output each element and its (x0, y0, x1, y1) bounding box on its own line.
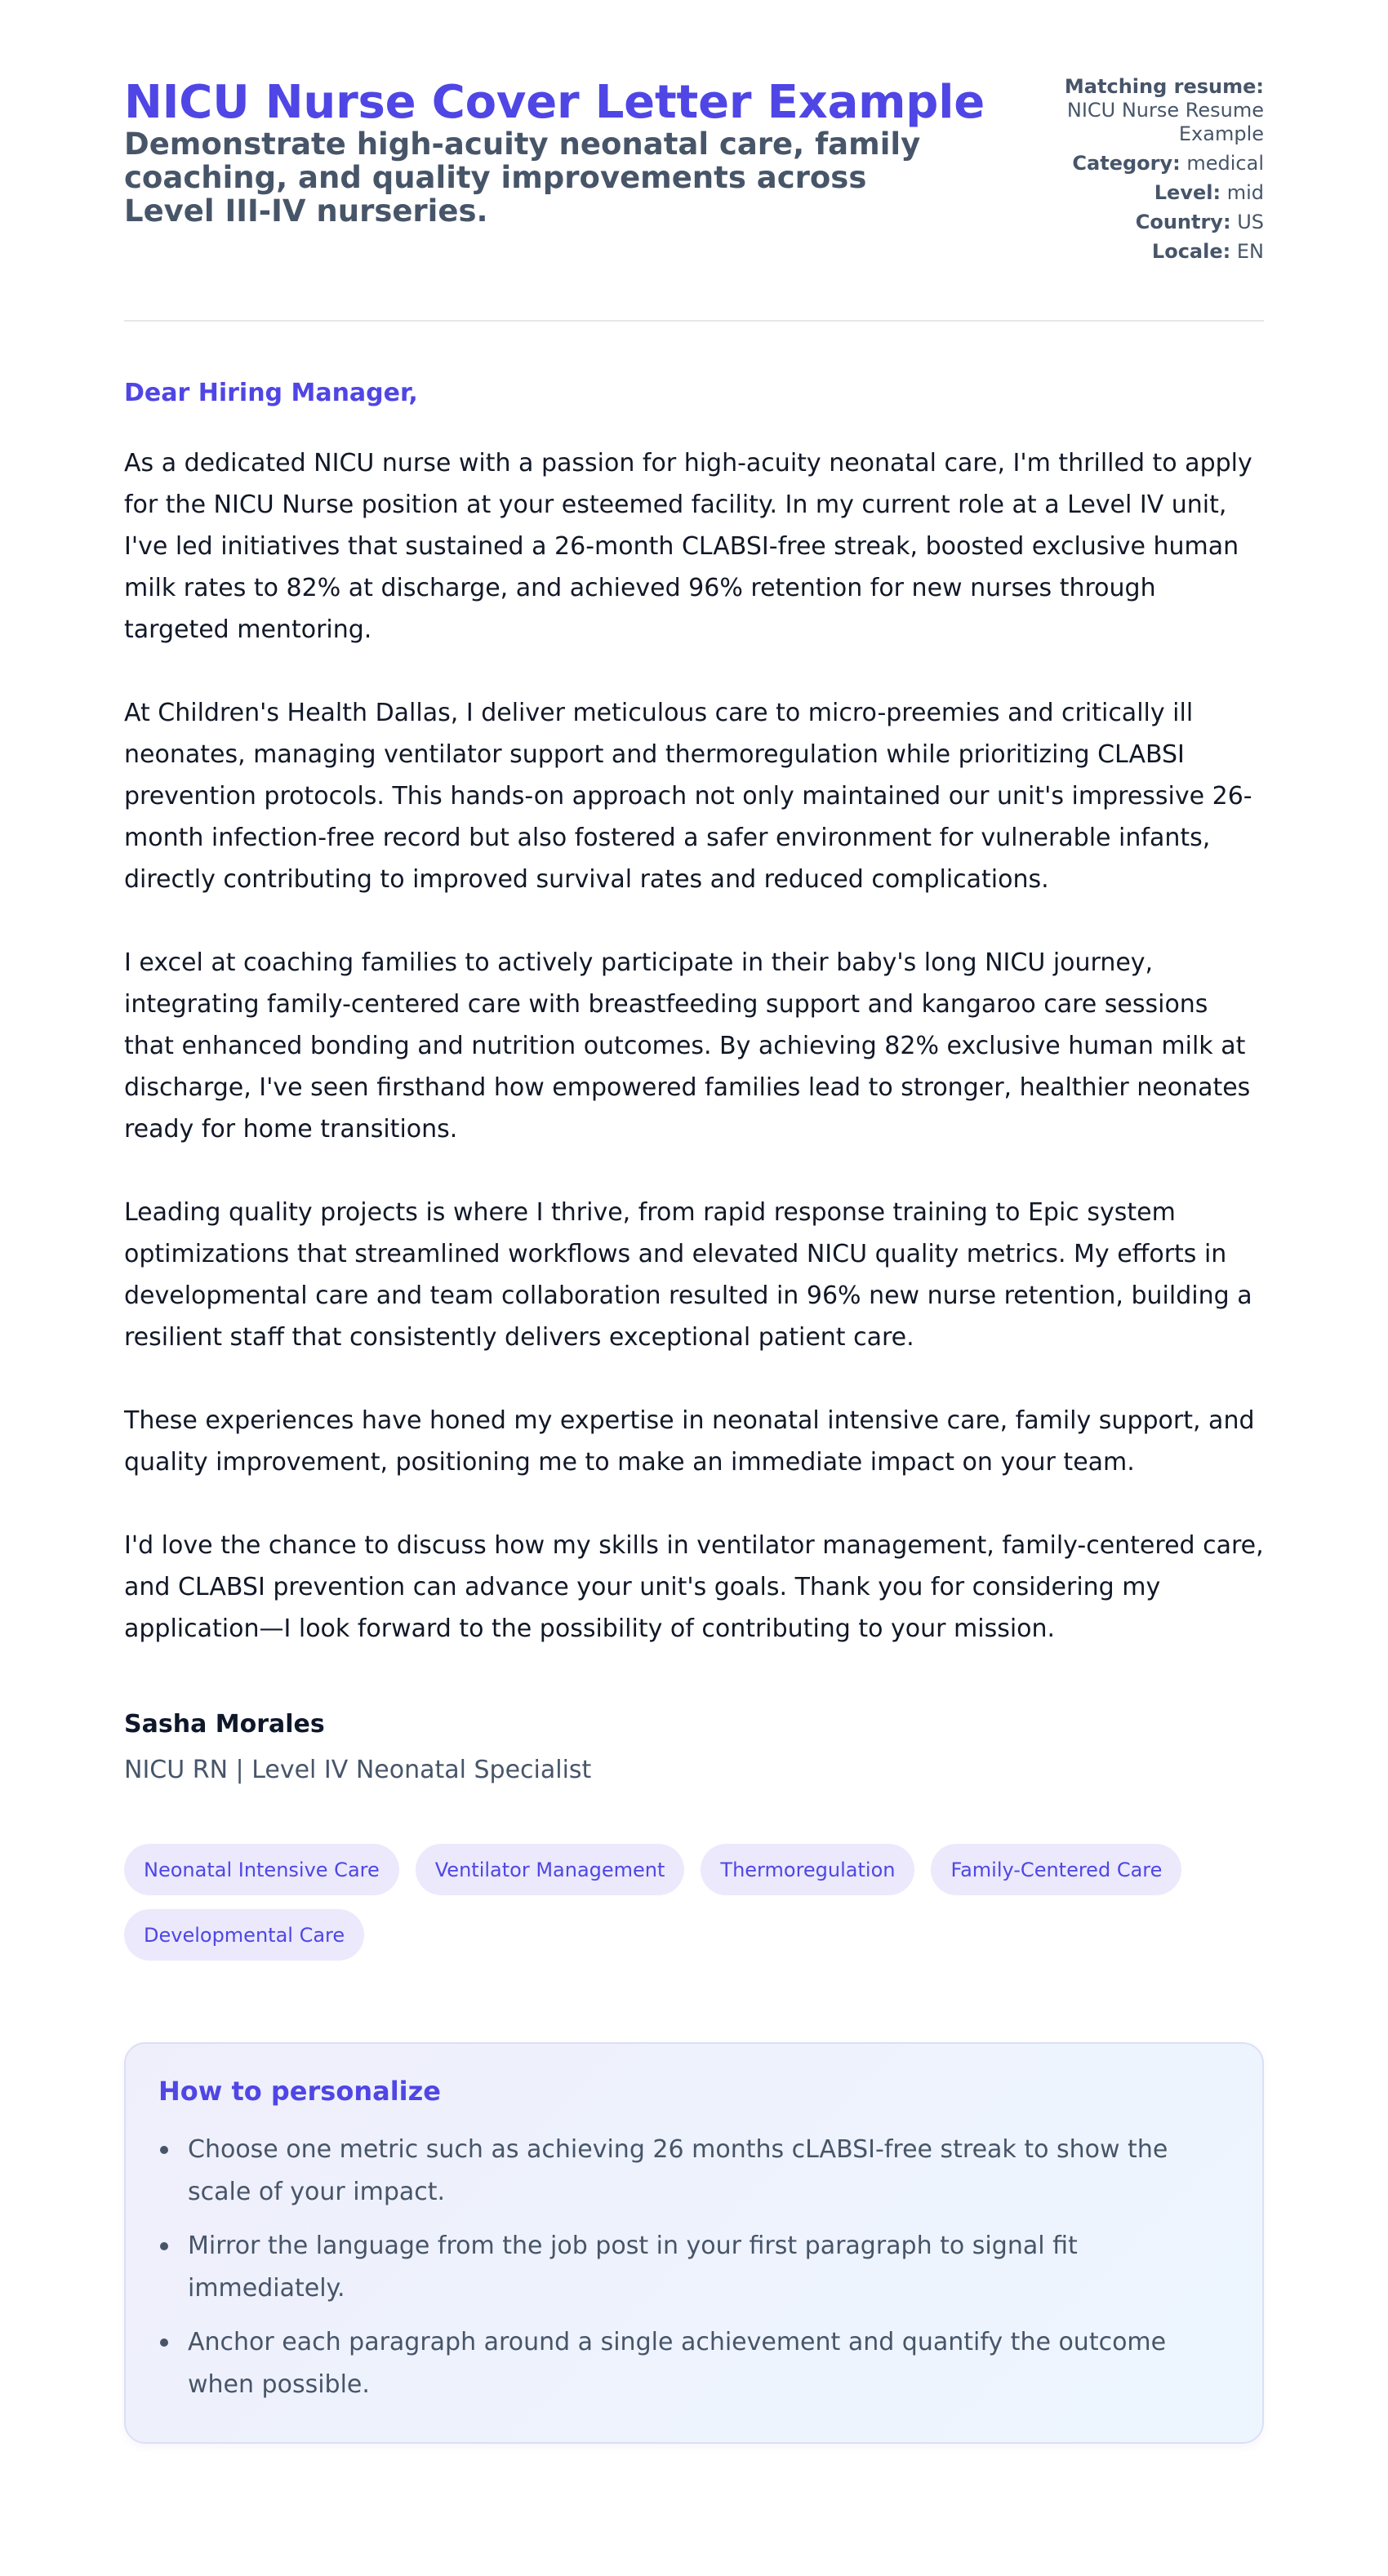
tips-item (158, 2225, 1230, 2310)
letter-paragraph: These experiences have honed my expertise in neonatal intensive care, family support, and quality improvement, positioning me to make an immediate impact on your team. (124, 1406, 1255, 1477)
letter-paragraph: I'd love the chance to discuss how my skills in ventilator management, family-centered care, and CLABSI prevention can advance your unit's goals. Thank you for considering my application—I look forward to the possibility of contributing to your mission. (124, 1531, 1264, 1643)
tips-item (158, 2321, 1230, 2406)
meta-label: Category: (1072, 152, 1181, 175)
header-divider (124, 320, 1264, 322)
meta-value: US (1237, 211, 1264, 233)
page-title: NICU Nurse Cover Letter Example (124, 76, 985, 129)
meta-label: Locale: (1151, 240, 1231, 263)
meta-country (1019, 211, 1264, 234)
letter-paragraphs (124, 442, 1264, 1650)
skill-tag[interactable]: Neonatal Intensive Care (124, 1844, 399, 1895)
letter-paragraph: At Children's Health Dallas, I deliver meticulous care to micro-preemies and critically ill neonates, managing ventilator support and thermoregulation while prioritizing CLABSI prevention protocols. This hands-on approach not only maintained our unit's impressive 26-month infection-free record but also fostered a safer environment for vulnerable infants, directly contributing to improved survival rates and reduced complications. (124, 699, 1252, 894)
bullet-icon (160, 2338, 168, 2347)
meta-label: Country: (1135, 211, 1231, 233)
skill-tag[interactable]: Ventilator Management (416, 1844, 685, 1895)
signature-block (124, 1708, 1264, 1787)
page-subtitle: Demonstrate high-acuity neonatal care, family coaching, and quality improvements across Level III-IV nurseries. (124, 127, 921, 229)
skill-tag[interactable]: Developmental Care (124, 1909, 364, 1961)
tips-item-text: Anchor each paragraph around a single achievement and quantify the outcome when possible. (188, 2328, 1167, 2399)
cover-letter-page (124, 0, 1264, 2444)
tips-item (158, 2129, 1230, 2214)
header-titles (124, 75, 998, 228)
matching-resume-link[interactable]: NICU Nurse Resume Example (1066, 99, 1264, 145)
letter-paragraph: As a dedicated NICU nurse with a passion for high-acuity neonatal care, I'm thrilled to apply for the NICU Nurse position at your esteemed facility. In my current role at a Level IV unit, I've led initiatives that sustained a 26-month CLABSI-free streak, boosted exclusive human milk rates to 82% at discharge, and achieved 96% retention for new nurses through targeted mentoring. (124, 449, 1252, 644)
meta-level (1019, 181, 1264, 205)
tips-item-text: Choose one metric such as achieving 26 months cLABSI-free streak to show the scale of your impact. (188, 2135, 1168, 2206)
signature-title: NICU RN | Level IV Neonatal Specialist (124, 1756, 592, 1784)
meta-value: EN (1236, 240, 1264, 263)
personalize-tips-box (124, 2042, 1264, 2444)
tips-list (158, 2129, 1230, 2406)
meta-value: mid (1226, 181, 1264, 204)
meta-label: Level: (1154, 181, 1221, 204)
meta-value: medical (1186, 152, 1264, 175)
page-header (124, 75, 1264, 269)
tips-title: How to personalize (158, 2076, 441, 2107)
meta-matching-resume (1019, 75, 1264, 146)
letter-paragraph: Leading quality projects is where I thrive, from rapid response training to Epic system optimizations that streamlined workflows and elevated NICU quality metrics. My efforts in developmental care and team collaboration resulted in 96% new nurse retention, building a resilient staff that consistently delivers exceptional patient care. (124, 1198, 1252, 1352)
tips-item-text: Mirror the language from the job post in your first paragraph to signal fit immediately. (188, 2232, 1078, 2303)
meta-category (1019, 152, 1264, 175)
skill-tags (124, 1844, 1218, 1961)
meta-panel (1019, 75, 1264, 269)
meta-label: Matching resume: (1064, 75, 1264, 98)
bullet-icon (160, 2146, 168, 2154)
skill-tag[interactable]: Family-Centered Care (931, 1844, 1181, 1895)
skill-tag[interactable]: Thermoregulation (701, 1844, 914, 1895)
bullet-icon (160, 2242, 168, 2250)
meta-locale (1019, 240, 1264, 264)
letter-body (124, 377, 1264, 1787)
signature-name: Sasha Morales (124, 1710, 325, 1739)
letter-paragraph: I excel at coaching families to actively participate in their baby's long NICU journey, integrating family-centered care with breastfeeding support and kangaroo care sessions that enhanced bonding and nutrition outcomes. By achieving 82% exclusive human milk at discharge, I've seen firsthand how empowered families lead to stronger, healthier neonates ready for home transitions. (124, 948, 1251, 1144)
letter-greeting: Dear Hiring Manager, (124, 379, 418, 407)
